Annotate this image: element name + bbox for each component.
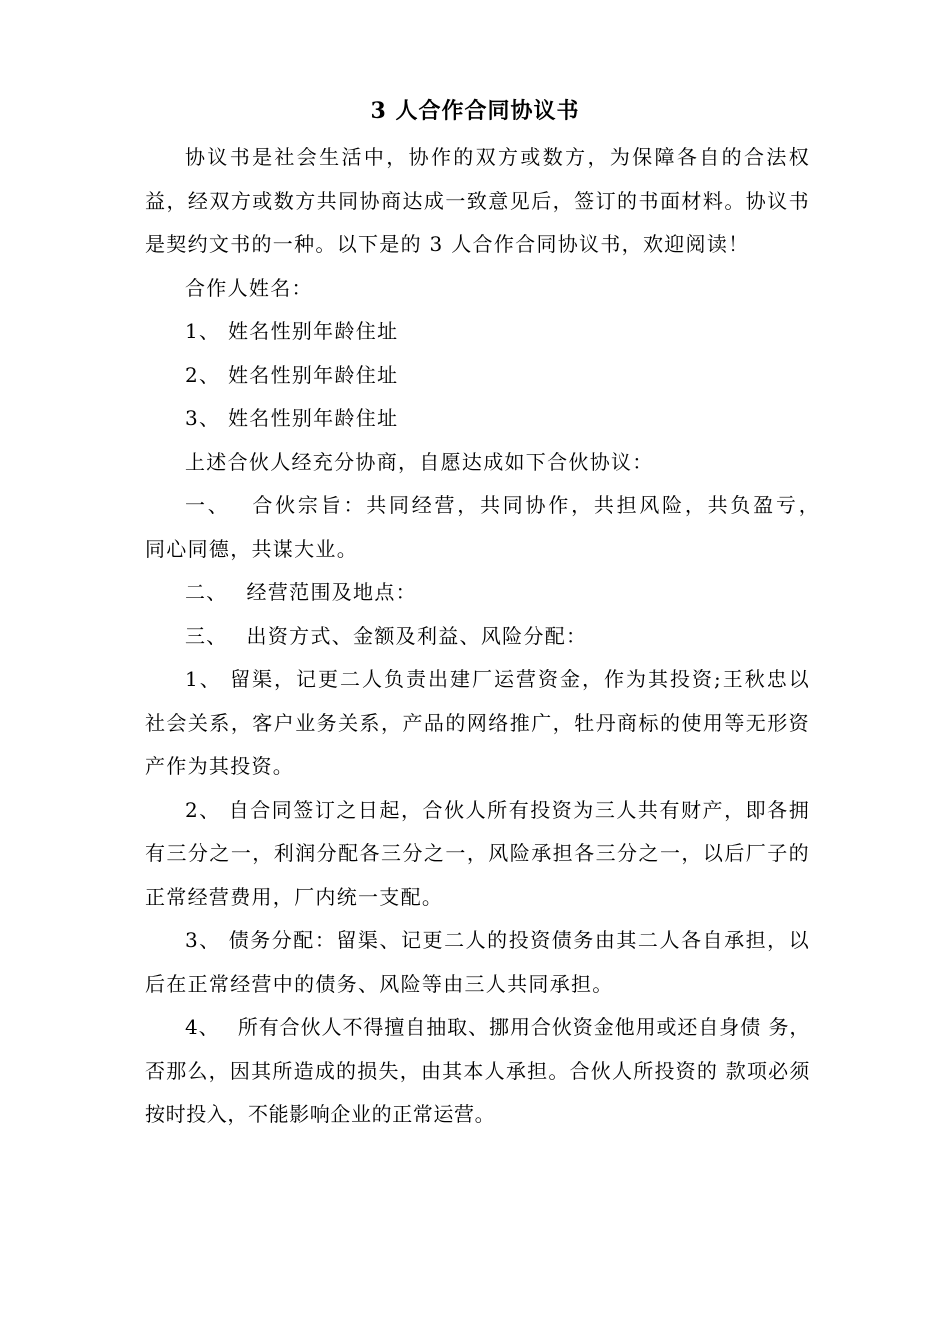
partner-item-3: 3、 姓名性别年龄住址 <box>185 406 399 430</box>
clause-1: 1、 留渠，记更二人负责出建厂运营资金，作为其投资;王秋忠以社会关系，客户业务关系，产品的网络推广，牡丹商标的使用等无形资产作为其投资。 <box>145 667 810 778</box>
clause-2: 2、 自合同签订之日起，合伙人所有投资为三人共有财产，即各拥有三分之一，利润分配各三分之一，风险承担各三分之一，以后厂子的正常经营费用，厂内统一支配。 <box>145 797 810 909</box>
partners-heading: 合作人姓名： <box>185 275 313 300</box>
partner-item-1: 1、 姓名性别年龄住址 <box>185 319 399 343</box>
document-body <box>145 136 832 1137</box>
document-title: 3 人合作合同协议书 <box>370 98 580 124</box>
section-1-purpose: 一、 合伙宗旨：共同经营，共同协作，共担风险，共负盈亏， 同心同德，共谋大业。 <box>145 493 832 561</box>
intro-paragraph: 协议书是社会生活中，协作的双方或数方，为保障各自的合法权益，经双方或数方共同协商达成一致意见后，签订的书面材料。协议书是契约文书的一种。以下是的 3 人合作合同协议书，欢迎阅读！ <box>145 145 810 256</box>
agreement-lead: 上述合伙人经充分协商，自愿达成如下合伙协议： <box>185 449 654 474</box>
section-2-scope: 二、 经营范围及地点： <box>185 580 417 604</box>
section-3-contribution: 三、 出资方式、金额及利益、风险分配： <box>185 623 588 648</box>
partner-item-2: 2、 姓名性别年龄住址 <box>185 362 399 387</box>
clause-4: 4、 所有合伙人不得擅自抽取、挪用合伙资金他用或还自身债 务，否那么，因其所造成的损失，由其本人承担。合伙人所投资的 款项必须按时投入，不能影响企业的正常运营。 <box>145 1015 810 1126</box>
clause-3: 3、 债务分配：留渠、记更二人的投资债务由其二人各自承担，以后在正常经营中的债务、风险等由三人共同承担。 <box>145 928 810 996</box>
